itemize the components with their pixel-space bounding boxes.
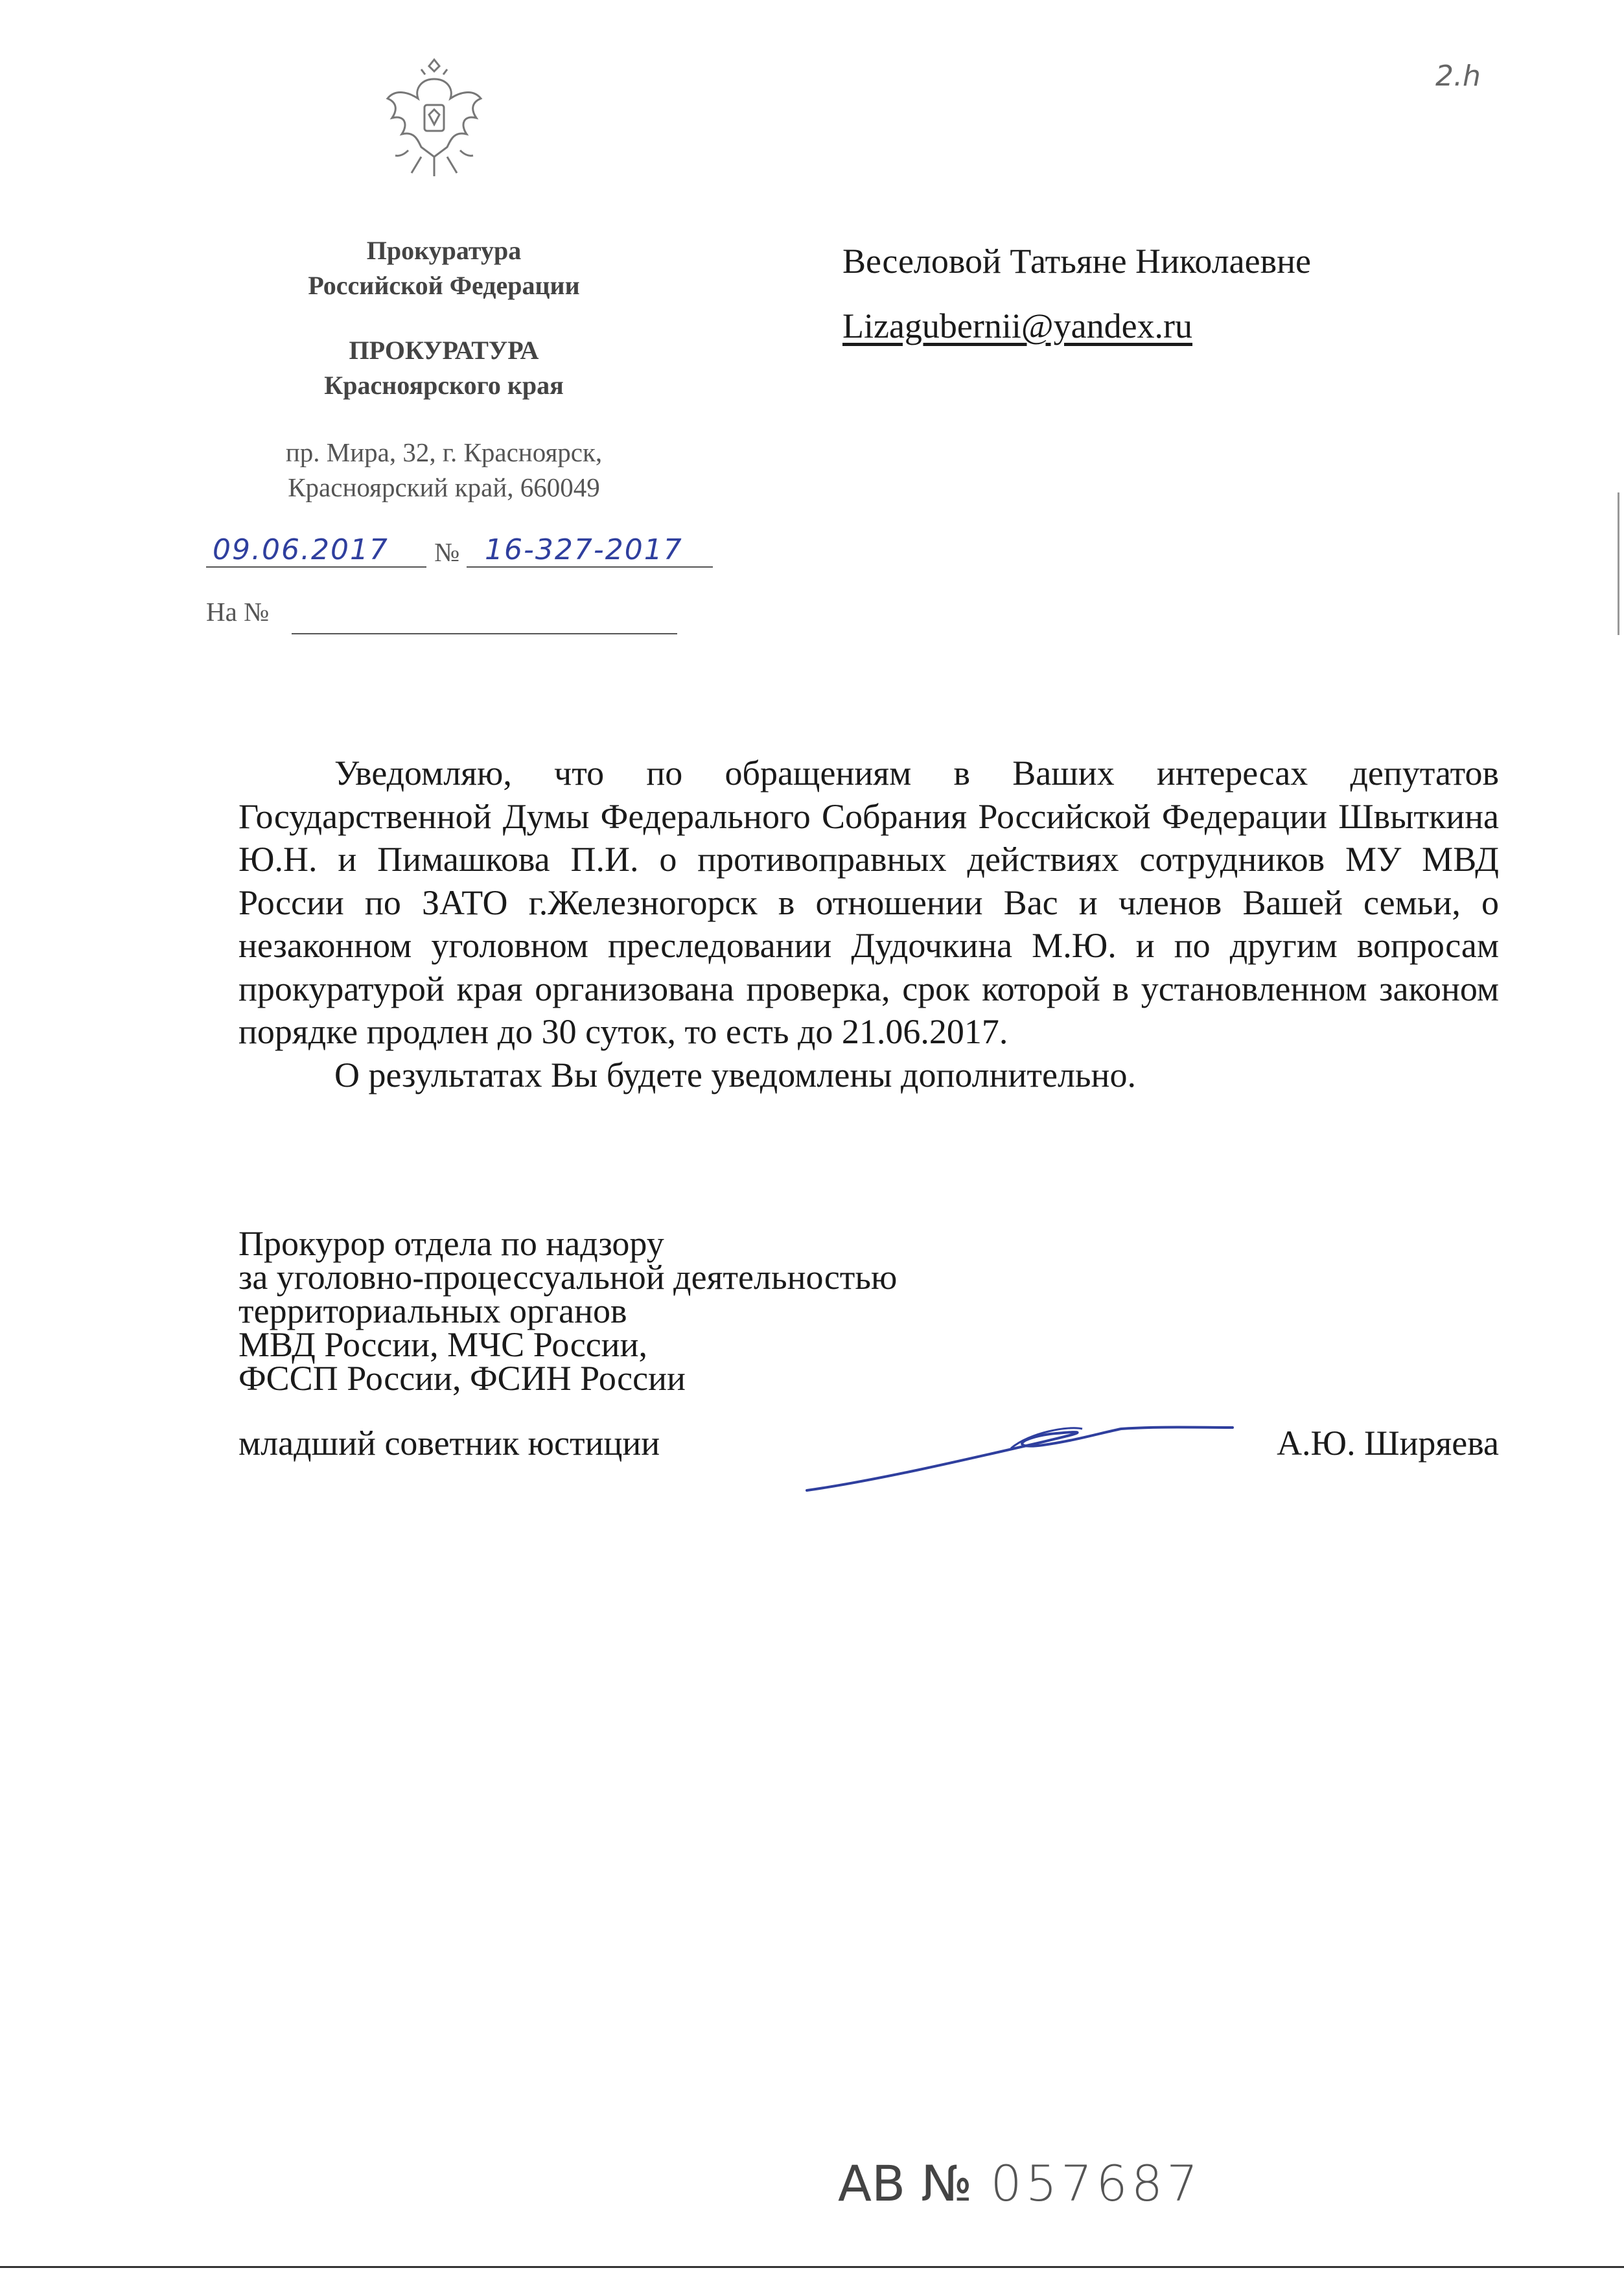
- signatory-title-line: МВД России, МЧС России,: [238, 1325, 647, 1364]
- form-serial-number: [838, 2155, 1201, 2212]
- form-series: АВ №: [838, 2155, 973, 2212]
- date-underline: [206, 566, 426, 568]
- number-underline: [467, 566, 713, 568]
- number-label: №: [434, 537, 460, 567]
- scan-edge-mark: [1618, 492, 1619, 635]
- signatory-title-line: ФССП России, ФСИН России: [238, 1359, 686, 1398]
- handwritten-date: 09.06.2017: [213, 533, 389, 566]
- body-paragraph-2: О результатах Вы будете уведомлены дополнительно.: [334, 1055, 1136, 1094]
- handwritten-corner-note: 2.h: [1435, 60, 1481, 93]
- recipient-email: Lizagubernii@yandex.ru: [842, 307, 1193, 345]
- handwritten-number: 16-327-2017: [485, 533, 683, 566]
- address-line2: Красноярский край, 660049: [288, 472, 600, 502]
- recipient-name: Веселовой Татьяне Николаевне: [842, 242, 1311, 281]
- form-number: 057687: [990, 2155, 1202, 2212]
- signatory-title-line: за уголовно-процессуальной деятельностью: [238, 1258, 898, 1297]
- signatory-title-line: Прокурор отдела по надзору: [238, 1224, 664, 1263]
- signatory-name: А.Ю. Ширяева: [1277, 1424, 1499, 1463]
- reply-to-underline: [292, 633, 677, 634]
- signatory-title-line: территориальных органов: [238, 1291, 627, 1330]
- org-name-line2: Российской Федерации: [308, 271, 580, 300]
- signatory-rank: младший советник юстиции: [238, 1424, 660, 1463]
- dept-name-line2: Красноярского края: [324, 371, 564, 400]
- org-name-line1: Прокуратура: [366, 236, 522, 265]
- address-line1: пр. Мира, 32, г. Красноярск,: [285, 437, 603, 467]
- dept-name-line1: ПРОКУРАТУРА: [349, 336, 539, 365]
- coat-of-arms-emblem: [382, 53, 486, 183]
- letter-body: [238, 752, 1499, 1096]
- body-paragraph-1: Уведомляю, что по обращениям в Ваших интересах депутатов Государственной Думы Федерального Собрания Российской Федерации Швыткина Ю.Н. и Пимашкова П.И. о противоправных действиях сотрудников МУ МВД России по ЗАТО г.Железногорск в отношении Вас и членов Вашей семьи, о незаконном уголовном преследовании Дудочкина М.Ю. и по другим вопросам прокуратурой края организована проверка, срок которой в установленном законом порядке продлен до 30 суток, то есть до 21.06.2017.: [238, 754, 1499, 1051]
- handwritten-signature: [797, 1409, 1238, 1500]
- reply-to-label: На №: [206, 597, 270, 627]
- scan-bottom-rule: [0, 2266, 1624, 2268]
- signatory-title: [238, 1224, 898, 1398]
